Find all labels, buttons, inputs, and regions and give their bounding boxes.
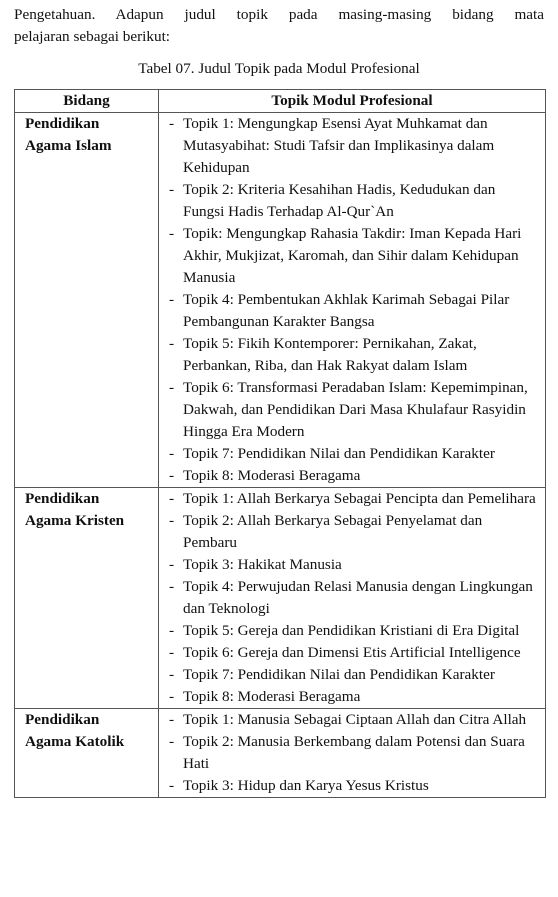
topics-cell: [159, 488, 546, 709]
topics-cell: [159, 709, 546, 798]
list-item: - Topik 7: Pendidikan Nilai dan Pendidikan Karakter: [167, 664, 539, 686]
bidang-line: Pendidikan: [25, 711, 100, 728]
table-row: [15, 488, 546, 709]
topic-list: [167, 709, 539, 797]
bidang-cell: [15, 113, 159, 488]
list-item: - Topik 1: Mengungkap Esensi Ayat Muhkamat dan Mutasyabihat: Studi Tafsir dan Implikasinya dalam Kehidupan: [167, 113, 539, 179]
list-item: - Topik 6: Gereja dan Dimensi Etis Artificial Intelligence: [167, 642, 539, 664]
list-item: - Topik 1: Manusia Sebagai Ciptaan Allah dan Citra Allah: [167, 709, 539, 731]
bidang-line: Pendidikan: [25, 115, 100, 132]
list-item: - Topik 2: Allah Berkarya Sebagai Penyelamat dan Pembaru: [167, 510, 539, 554]
bidang-line: Agama Islam: [25, 137, 112, 154]
list-item: - Topik 8: Moderasi Beragama: [167, 465, 539, 487]
bidang-line: Agama Katolik: [25, 733, 125, 750]
bidang-line: Pendidikan: [25, 490, 100, 507]
topik-table: [14, 89, 546, 798]
list-item: - Topik 5: Gereja dan Pendidikan Kristiani di Era Digital: [167, 620, 539, 642]
table-row: [15, 113, 546, 488]
bidang-cell: [15, 709, 159, 798]
table-header-row: [15, 90, 546, 113]
intro-line-2: pelajaran sebagai berikut:: [14, 28, 171, 45]
list-item: - Topik 6: Transformasi Peradaban Islam: Kepemimpinan, Dakwah, dan Pendidikan Dari Masa Khulafaur Rasyidin Hingga Era Modern: [167, 377, 539, 443]
list-item: - Topik 2: Manusia Berkembang dalam Potensi dan Suara Hati: [167, 731, 539, 775]
list-item: - Topik 5: Fikih Kontemporer: Pernikahan, Zakat, Perbankan, Riba, dan Hak Rakyat dalam Islam: [167, 333, 539, 377]
list-item: - Topik 7: Pendidikan Nilai dan Pendidikan Karakter: [167, 443, 539, 465]
topic-list: [167, 113, 539, 487]
list-item: - Topik 2: Kriteria Kesahihan Hadis, Kedudukan dan Fungsi Hadis Terhadap Al-Qur`An: [167, 179, 539, 223]
bidang-cell: [15, 488, 159, 709]
topic-list: [167, 488, 539, 708]
table-caption: Tabel 07. Judul Topik pada Modul Profesional: [138, 60, 420, 77]
list-item: - Topik: Mengungkap Rahasia Takdir: Iman Kepada Hari Akhir, Mukjizat, Karomah, dan Sihir dalam Kehidupan Manusia: [167, 223, 539, 289]
list-item: - Topik 3: Hidup dan Karya Yesus Kristus: [167, 775, 539, 797]
list-item: - Topik 4: Perwujudan Relasi Manusia dengan Lingkungan dan Teknologi: [167, 576, 539, 620]
table-row: [15, 709, 546, 798]
intro-paragraph: [14, 4, 544, 48]
bidang-line: Agama Kristen: [25, 512, 125, 529]
list-item: - Topik 3: Hakikat Manusia: [167, 554, 539, 576]
header-topik: Topik Modul Profesional: [159, 90, 546, 113]
list-item: - Topik 8: Moderasi Beragama: [167, 686, 539, 708]
list-item: - Topik 1: Allah Berkarya Sebagai Pencipta dan Pemelihara: [167, 488, 539, 510]
topics-cell: [159, 113, 546, 488]
intro-line-1: Pengetahuan. Adapun judul topik pada masing-masing bidang mata: [14, 6, 544, 23]
header-bidang: Bidang: [15, 90, 159, 113]
list-item: - Topik 4: Pembentukan Akhlak Karimah Sebagai Pilar Pembangunan Karakter Bangsa: [167, 289, 539, 333]
